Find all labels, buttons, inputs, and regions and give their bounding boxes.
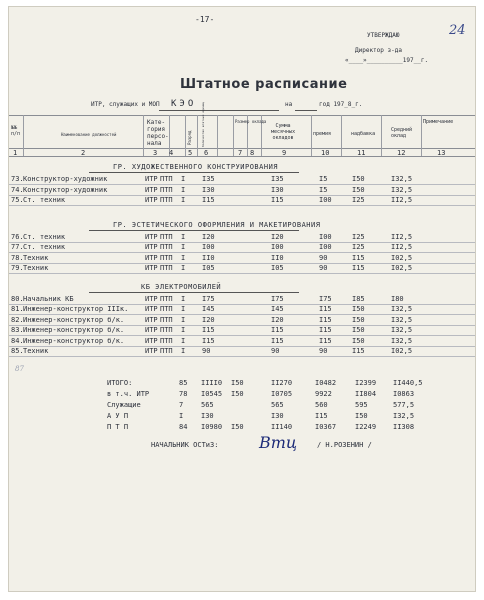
cell-qty: I (181, 347, 186, 355)
colnum-2: 2 (81, 149, 86, 157)
cell-rate: 90 (202, 347, 211, 355)
cell-sum: II0 (271, 253, 284, 262)
cell-rate: II0 (202, 253, 215, 262)
cell-bonus: I50 (352, 175, 365, 183)
header-num: №№ п/п (11, 125, 21, 137)
cell-premium: I15 (319, 326, 332, 334)
cell-qty: I (181, 326, 186, 334)
cell-bonus: I15 (352, 264, 365, 272)
cell-code: ПТП (160, 305, 173, 313)
handwritten-page-number: 24 (449, 23, 466, 38)
cell-avg: I02,5 (391, 347, 413, 355)
cell-rate: I15 (202, 336, 215, 345)
cell-num: 78. (11, 253, 24, 262)
cell-name: Ст. техник (23, 232, 66, 241)
cell-qty: I (181, 243, 186, 251)
cell-num: 77. (11, 243, 24, 251)
cell-code: ПТП (160, 232, 173, 241)
colnum-4: 4 (169, 149, 174, 157)
section-title: КБ ЭЛЕКТРОМОБИЛЕЙ (141, 282, 222, 291)
cell-avg: I80 (391, 294, 404, 303)
total-label: ИТОГО: (107, 379, 133, 387)
cell-code: ПТП (160, 196, 173, 204)
cell-rate: I20 (202, 315, 215, 324)
colnum-9: 9 (282, 149, 287, 157)
cell-bonus: I50 (352, 336, 365, 345)
cell-bonus: I85 (352, 294, 365, 303)
cell-cat: ИТР (145, 336, 158, 345)
cell-name: Техник (23, 264, 49, 272)
cell-name: Ст. техник (23, 196, 66, 204)
total-premium: 9922 (315, 390, 332, 398)
cell-avg: I32,5 (391, 175, 413, 183)
total-label: П Т П (107, 423, 129, 431)
subtitle-on: на (285, 101, 293, 108)
total-rate: 565 (201, 401, 214, 409)
cell-cat: ИТР (145, 264, 158, 272)
cell-sum: I30 (271, 185, 284, 194)
cell-name: Ст. техник (23, 243, 66, 251)
cell-rate: I75 (202, 294, 215, 303)
total-extra: I50 (231, 390, 244, 398)
cell-code: ПТП (160, 336, 173, 345)
cell-code: ПТП (160, 243, 173, 251)
total-premium: I0482 (315, 379, 337, 387)
cell-bonus: I15 (352, 347, 365, 355)
cell-num: 85. (11, 347, 24, 355)
total-avg: 577,5 (393, 401, 415, 409)
cell-sum: I20 (271, 232, 284, 241)
cell-premium: I00 (319, 243, 332, 251)
cell-num: 82. (11, 315, 24, 324)
header-category: Кате- гория персо- нала (147, 119, 169, 147)
paper-sheet (8, 6, 476, 592)
cell-avg: I32,5 (391, 336, 413, 345)
total-premium: 560 (315, 401, 328, 409)
cell-avg: I32,5 (391, 326, 413, 334)
total-label: в т.ч. ИТР (107, 390, 150, 398)
stray-mark: 87 (15, 365, 24, 373)
cell-premium: 90 (319, 253, 328, 262)
cell-avg: I32,5 (391, 315, 413, 324)
cell-avg: I02,5 (391, 264, 413, 272)
total-label: А У П (107, 412, 129, 420)
colnum-6: 6 (204, 149, 209, 157)
total-bonus: I2249 (355, 423, 377, 431)
cell-sum: I05 (271, 264, 284, 272)
cell-num: 79. (11, 264, 24, 272)
total-bonus: 595 (355, 401, 368, 409)
cell-premium: I00 (319, 196, 332, 204)
total-rate: IIII0 (201, 379, 223, 387)
colnum-13: 13 (437, 149, 446, 157)
cell-qty: I (181, 185, 186, 194)
total-sum: II270 (271, 379, 293, 387)
total-avg: I0863 (393, 390, 415, 398)
cell-rate: I35 (202, 175, 215, 183)
total-rate: I0545 (201, 390, 223, 398)
cell-bonus: I50 (352, 185, 365, 194)
cell-avg: II2,5 (391, 196, 413, 204)
total-qty: 84 (179, 423, 188, 431)
total-avg: I32,5 (393, 412, 415, 420)
header-premium: премия (313, 131, 332, 137)
cell-premium: I15 (319, 305, 332, 313)
total-label: Служащие (107, 401, 141, 409)
cell-code: ПТП (160, 253, 173, 262)
cell-sum: I15 (271, 326, 284, 334)
cell-num: 75. (11, 196, 24, 204)
cell-sum: I45 (271, 305, 284, 313)
cell-sum: 90 (271, 347, 280, 355)
total-qty: 7 (179, 401, 184, 409)
cell-cat: ИТР (145, 185, 158, 194)
director-label: Директор з-да (355, 47, 402, 54)
cell-rate: I15 (202, 326, 215, 334)
total-premium: I0367 (315, 423, 337, 431)
colnum-8: 8 (250, 149, 255, 157)
cell-premium: I00 (319, 232, 332, 241)
cell-rate: I15 (202, 196, 215, 204)
cell-rate: I05 (202, 264, 215, 272)
total-premium: I15 (315, 412, 328, 420)
total-sum: II140 (271, 423, 293, 431)
cell-sum: I15 (271, 196, 284, 204)
cell-code: ПТП (160, 175, 173, 183)
cell-sum: I15 (271, 336, 284, 345)
cell-bonus: I50 (352, 326, 365, 334)
footer-name: / Н.РОЗЕНИН / (317, 441, 372, 449)
cell-num: 81. (11, 305, 24, 313)
header-avg: Средний оклад (391, 127, 413, 139)
total-qty: 78 (179, 390, 188, 398)
cell-qty: I (181, 175, 186, 183)
header-grade: Разряд (187, 130, 192, 145)
cell-qty: I (181, 196, 186, 204)
subtitle-dept: КЭО (171, 99, 197, 109)
cell-sum: I20 (271, 315, 284, 324)
total-avg: II308 (393, 423, 415, 431)
cell-cat: ИТР (145, 232, 158, 241)
cell-cat: ИТР (145, 196, 158, 204)
cell-qty: I (181, 305, 186, 313)
cell-rate: I45 (202, 305, 215, 313)
footer-label: НАЧАЛЬНИК ОСТиЗ: (151, 441, 219, 449)
total-qty: I (179, 412, 184, 420)
cell-bonus: I50 (352, 315, 365, 324)
cell-name: Инженер-конструктор б/к. (23, 315, 125, 324)
cell-code: ПТП (160, 185, 173, 194)
cell-cat: ИТР (145, 175, 158, 183)
cell-cat: ИТР (145, 347, 158, 355)
colnum-7: 7 (238, 149, 243, 157)
cell-cat: ИТР (145, 326, 158, 334)
cell-code: ПТП (160, 315, 173, 324)
page-number: -17- (195, 15, 215, 24)
cell-avg: II2,5 (391, 232, 413, 241)
cell-rate: I30 (202, 185, 215, 194)
cell-num: 84. (11, 336, 24, 345)
cell-name: Инженер-конструктор б/к. (23, 326, 125, 334)
cell-code: ПТП (160, 326, 173, 334)
cell-avg: I32,5 (391, 185, 413, 194)
cell-sum: I75 (271, 294, 284, 303)
cell-sum: I35 (271, 175, 284, 183)
colnum-1: 1 (13, 149, 18, 157)
header-sum: Сумма месячных окладов (271, 123, 296, 141)
cell-code: ПТП (160, 294, 173, 303)
document-title: Штатное расписание (180, 77, 348, 92)
cell-name: Техник (23, 347, 49, 355)
cell-cat: ИТР (145, 294, 158, 303)
cell-num: 80. (11, 294, 24, 303)
section-title: ГР. ХУДОЖЕСТВЕННОГО КОНСТРУИРОВАНИЯ (113, 163, 279, 171)
cell-bonus: I50 (352, 305, 365, 313)
total-extra: I50 (231, 379, 244, 387)
total-sum: I0705 (271, 390, 293, 398)
cell-cat: ИТР (145, 315, 158, 324)
total-rate: I0980 (201, 423, 223, 431)
cell-rate: I00 (202, 243, 215, 251)
cell-name: Конструктор-художник (23, 185, 108, 194)
header-position: Наименование должностей (61, 132, 117, 137)
cell-rate: I20 (202, 232, 215, 241)
total-avg: II440,5 (393, 379, 423, 387)
cell-qty: I (181, 264, 186, 272)
cell-num: 74. (11, 185, 24, 194)
subtitle-year: год 197_8_г. (319, 101, 363, 108)
total-bonus: I2399 (355, 379, 377, 387)
cell-avg: I02,5 (391, 253, 413, 262)
cell-premium: 90 (319, 347, 328, 355)
cell-cat: ИТР (145, 243, 158, 251)
cell-premium: I5 (319, 185, 328, 194)
cell-bonus: I25 (352, 243, 365, 251)
cell-bonus: I15 (352, 253, 365, 262)
cell-qty: I (181, 253, 186, 262)
cell-qty: I (181, 315, 186, 324)
colnum-5: 5 (188, 149, 193, 157)
cell-name: Инженер-конструктор б/к. (23, 336, 125, 345)
header-rate: Размер оклада (235, 119, 267, 124)
cell-sum: I00 (271, 243, 284, 251)
cell-num: 76. (11, 232, 24, 241)
header-bonus: надбавка (351, 131, 376, 137)
cell-cat: ИТР (145, 305, 158, 313)
cell-name: Конструктор-художник (23, 175, 108, 183)
header-units: Количество штатных единиц (201, 101, 205, 147)
subtitle-prefix: ИТР, служащих и МОП (91, 101, 160, 108)
total-bonus: II804 (355, 390, 377, 398)
cell-num: 83. (11, 326, 24, 334)
cell-premium: I15 (319, 336, 332, 345)
cell-code: ПТП (160, 347, 173, 355)
cell-qty: I (181, 336, 186, 345)
signature: Втц (259, 433, 298, 452)
approve-date: «____»__________197__г. (345, 57, 429, 64)
cell-name: Начальник КБ (23, 294, 74, 303)
cell-code: ПТП (160, 264, 173, 272)
colnum-11: 11 (357, 149, 366, 157)
colnum-10: 10 (321, 149, 330, 157)
cell-premium: I75 (319, 294, 332, 303)
section-title: ГР. ЭСТЕТИЧЕСКОГО ОФОРМЛЕНИЯ И МАКЕТИРОВАНИЯ (113, 220, 321, 229)
total-rate: I30 (201, 412, 214, 420)
cell-premium: I15 (319, 315, 332, 324)
colnum-3: 3 (153, 149, 158, 157)
cell-bonus: I25 (352, 232, 365, 241)
cell-premium: 90 (319, 264, 328, 272)
cell-qty: I (181, 232, 186, 241)
total-extra: I50 (231, 423, 244, 431)
cell-avg: I32,5 (391, 305, 413, 313)
cell-avg: II2,5 (391, 243, 413, 251)
total-sum: 565 (271, 401, 284, 409)
total-qty: 85 (179, 379, 188, 387)
colnum-12: 12 (397, 149, 406, 157)
total-sum: I30 (271, 412, 284, 420)
approve-label: УТВЕРЖДАЮ (367, 32, 400, 39)
cell-name: Техник (23, 253, 49, 262)
cell-qty: I (181, 294, 186, 303)
cell-name: Инженер-конструктор IIIк. (23, 305, 129, 313)
header-note: Примечание (423, 119, 454, 125)
cell-cat: ИТР (145, 253, 158, 262)
cell-bonus: I25 (352, 196, 365, 204)
cell-premium: I5 (319, 175, 328, 183)
cell-num: 73. (11, 175, 24, 183)
total-bonus: I50 (355, 412, 368, 420)
